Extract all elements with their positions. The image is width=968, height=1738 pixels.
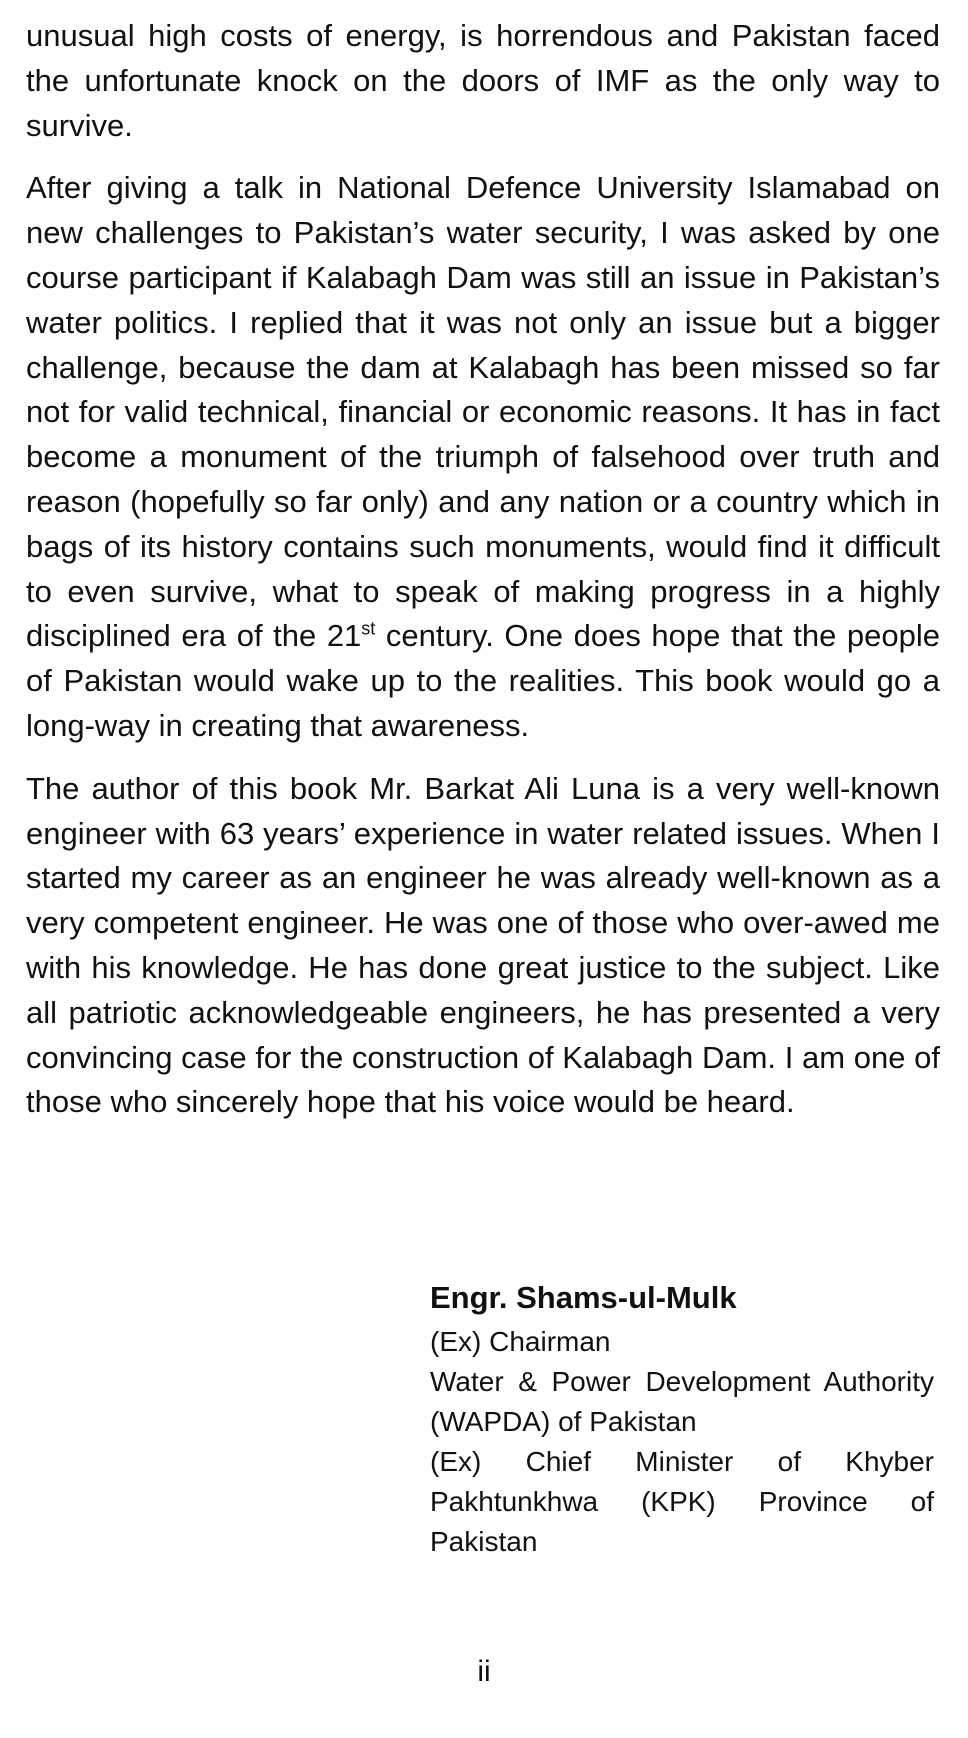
signatory-title-2: Water & Power Development Authority (WAPDA) of Pakistan [430, 1366, 934, 1437]
signatory-name: Engr. Shams-ul-Mulk [430, 1280, 737, 1315]
paragraph-3: The author of this book Mr. Barkat Ali Luna is a very well-known engineer with 63 years’ experience in water related issues. When I started my career as an engineer he was already well-known as a very competent engineer. He was one of those who over-awed me with his knowledge. He has done great justice to the subject. Like all patriotic acknowledgeable engineers, he has presented a very convincing case for the construction of Kalabagh Dam. I am one of those who sincerely hope that his voice would be heard. [26, 770, 940, 1120]
signature-block [430, 1278, 934, 1562]
paragraph-1: unusual high costs of energy, is horrendous and Pakistan faced the unfortunate knock on the doors of IMF as the only way to survive. [26, 18, 940, 143]
document-body [26, 14, 940, 1143]
signatory-title-3: (Ex) Chief Minister of Khyber Pakhtunkhwa (KPK) Province of Pakistan [430, 1446, 934, 1557]
signatory-title-1: (Ex) Chairman [430, 1326, 611, 1357]
page-number: ii [477, 1655, 491, 1688]
paragraph-2 [26, 166, 940, 748]
paragraph-2-text: After giving a talk in National Defence University Islamabad on new challenges to Pakistan’s water security, I was asked by one course participant if Kalabagh Dam was still an issue in Pakistan’s water politics. I replied that it was not only an issue but a bigger challenge, because the dam at Kalabagh has been missed so far not for valid technical, financial or economic reasons. It has in fact become a monument of the triumph of falsehood over truth and reason (hopefully so far only) and any nation or a country which in bags of its history contains such monuments, would find it difficult to even survive, what to speak of making progress in a highly disciplined era of the 21 [26, 170, 940, 654]
paragraph-2-tail: century. One does hope that the people of Pakistan would wake up to the realities. This book would go a long-way in creating that awareness. [26, 618, 940, 743]
ordinal-suffix: st [361, 619, 376, 640]
